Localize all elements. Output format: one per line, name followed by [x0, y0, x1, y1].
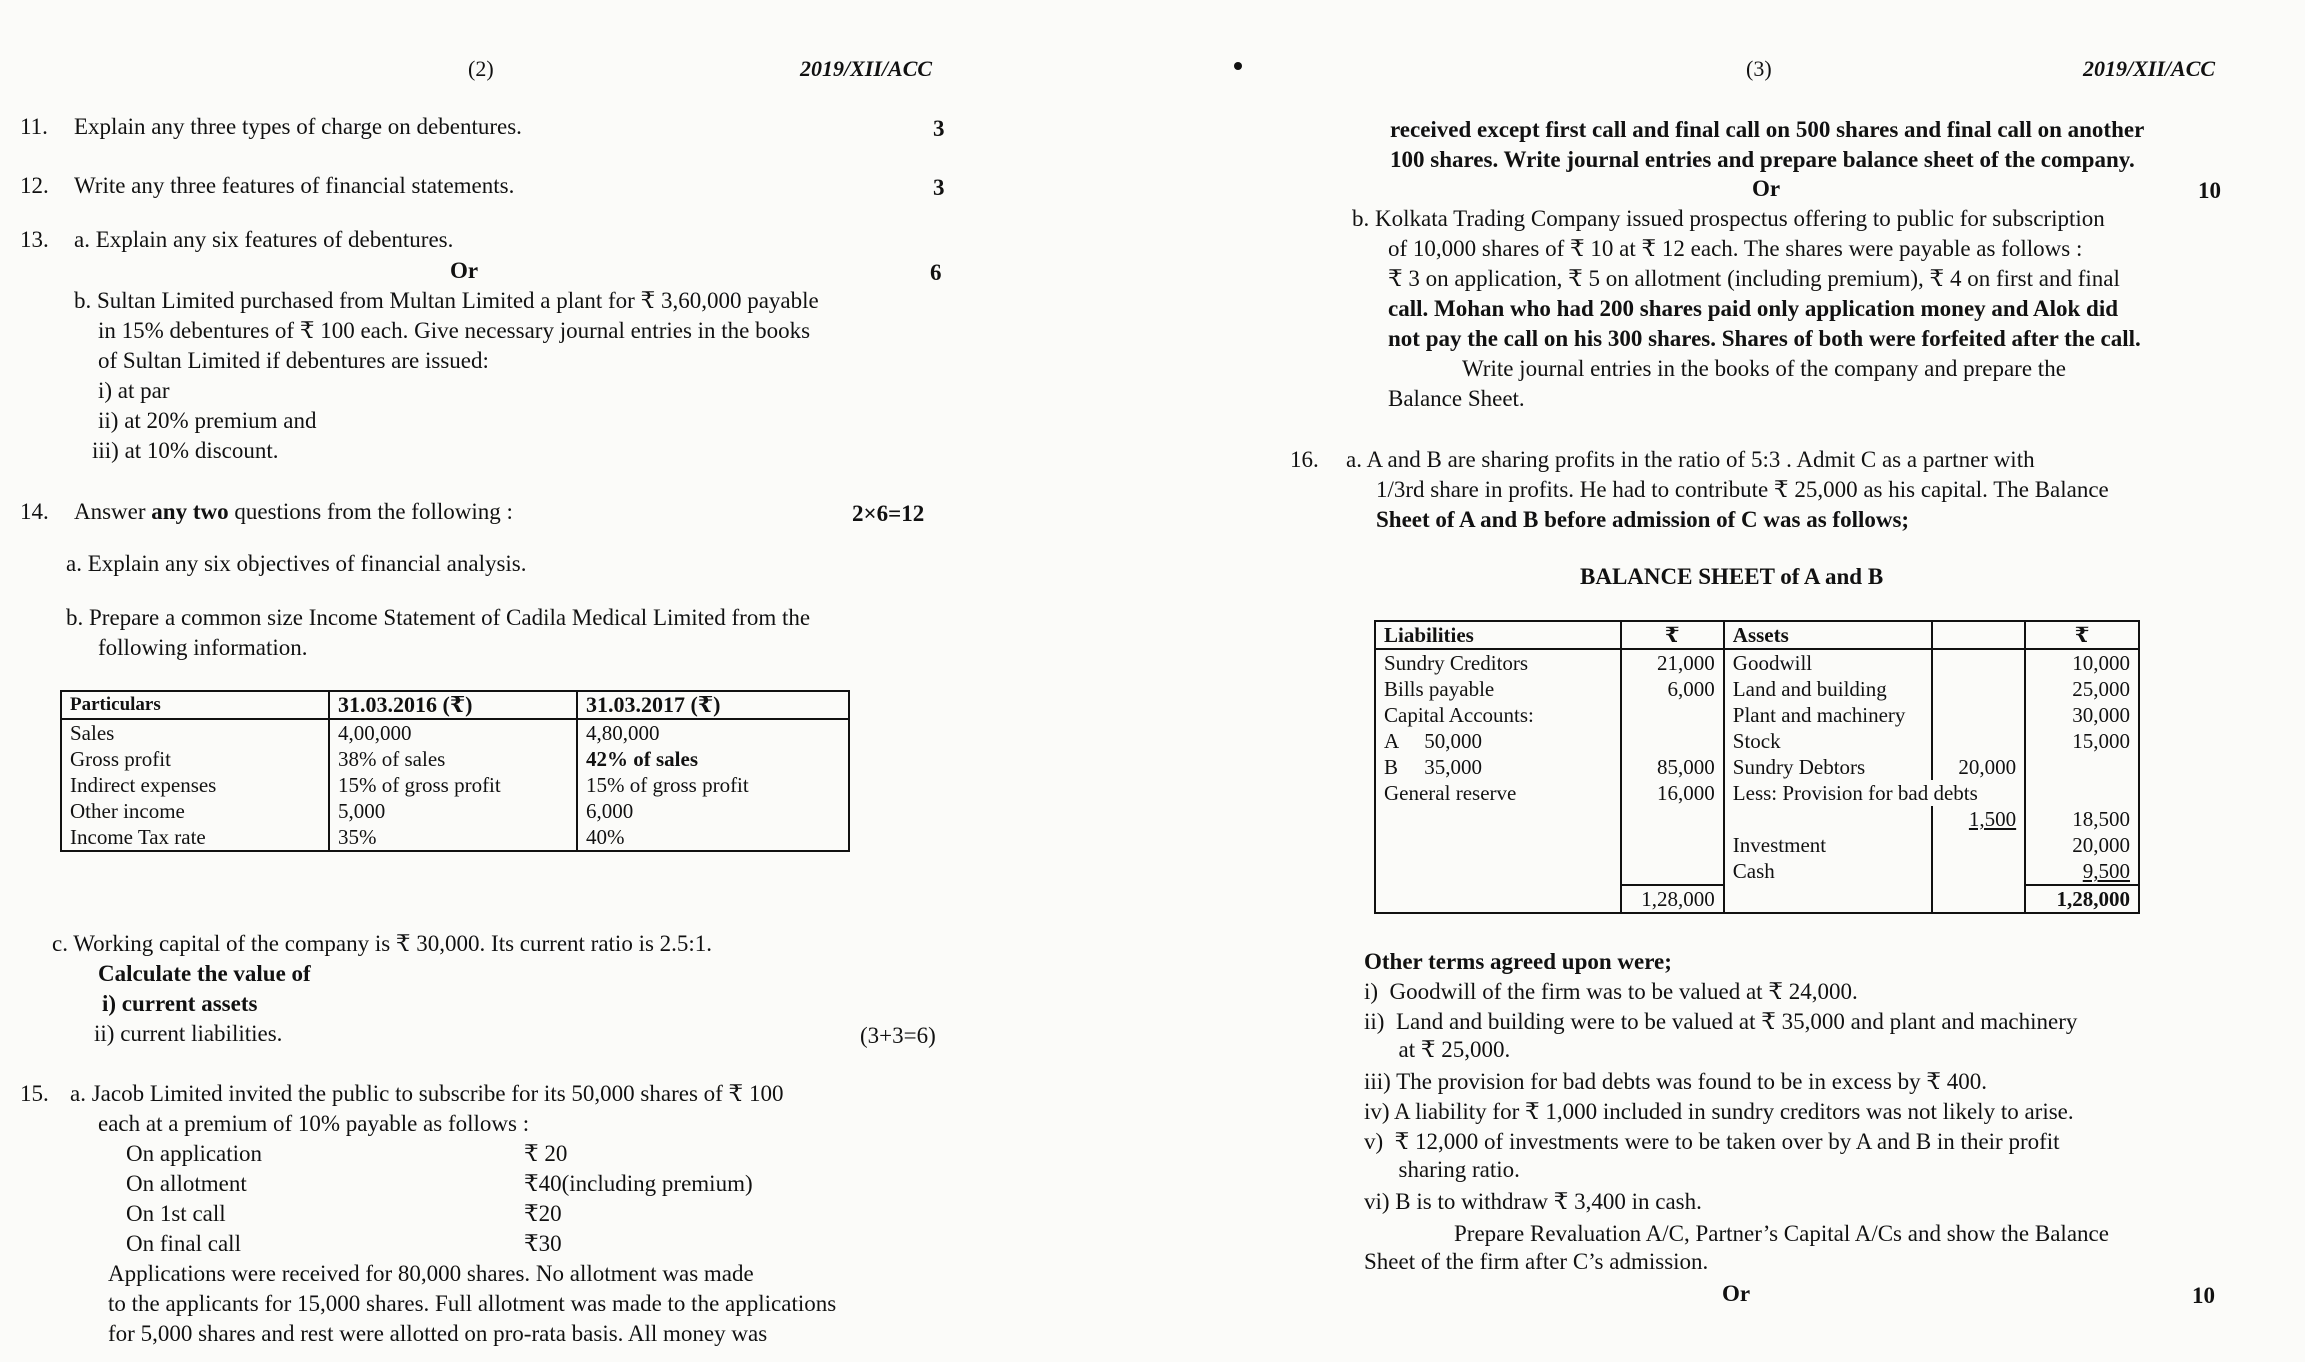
term-item: ii) Land and building were to be valued at ₹ 35,000 and plant and machinery	[1364, 1009, 2078, 1034]
q16-line: a. A and B are sharing profits in the ratio of 5:3 . Admit C as a partner with	[1346, 447, 2035, 472]
term-item: v) ₹ 12,000 of investments were to be taken over by A and B in their profit	[1364, 1129, 2060, 1154]
terms-title: Other terms agreed upon were;	[1364, 949, 1672, 974]
q15-marks: 10	[2198, 178, 2221, 203]
page-number: (3)	[1746, 56, 1772, 81]
q14-c-line: ii) current liabilities.	[94, 1021, 283, 1046]
schedule-label: On final call	[126, 1231, 241, 1256]
q13-number: 13.	[20, 227, 49, 252]
table-row: A 50,000 Stock 15,000	[1375, 728, 2139, 754]
q15b-line: Balance Sheet.	[1388, 386, 1525, 411]
schedule-amount: ₹40(including premium)	[524, 1171, 753, 1196]
q13-b-line: iii) at 10% discount.	[92, 438, 279, 463]
page-dot	[1234, 62, 1242, 70]
q14-b-line: b. Prepare a common size Income Statement of Cadila Medical Limited from the	[66, 605, 811, 630]
q15-line: each at a premium of 10% payable as follows :	[98, 1111, 530, 1136]
schedule-amount: ₹ 20	[524, 1141, 568, 1166]
term-item: vi) B is to withdraw ₹ 3,400 in cash.	[1364, 1189, 1702, 1214]
right-page	[1290, 0, 2305, 1362]
q15-number: 15.	[20, 1081, 49, 1106]
q15b-line: b. Kolkata Trading Company issued prospectus offering to public for subscription	[1352, 206, 2105, 231]
term-item: at ₹ 25,000.	[1364, 1037, 1511, 1062]
term-item: i) Goodwill of the firm was to be valued at ₹ 24,000.	[1364, 979, 1858, 1004]
q11-marks: 3	[933, 116, 945, 141]
q14-marks: 2×6=12	[852, 501, 925, 526]
q13-b-line: of Sultan Limited if debentures are issued:	[98, 348, 489, 373]
q11-text: Explain any three types of charge on debentures.	[74, 114, 522, 139]
q14-c-line: Calculate the value of	[98, 961, 311, 986]
q16-instruction: Prepare Revaluation A/C, Partner’s Capital A/Cs and show the Balance	[1454, 1221, 2109, 1246]
q13-b-line: in 15% debentures of ₹ 100 each. Give necessary journal entries in the books	[98, 318, 811, 343]
or-separator: Or	[1722, 1281, 1751, 1306]
income-statement-table	[60, 690, 850, 852]
q12-marks: 3	[933, 175, 945, 200]
q12-number: 12.	[20, 173, 49, 198]
table-row: Capital Accounts: Plant and machinery 30,000	[1375, 702, 2139, 728]
schedule-amount: ₹20	[524, 1201, 562, 1226]
q13-b-line: i) at par	[98, 378, 170, 403]
or-separator: Or	[1752, 176, 1781, 201]
q14-b-line: following information.	[98, 635, 308, 660]
table-row: Investment 20,000	[1375, 832, 2139, 858]
schedule-label: On application	[126, 1141, 263, 1166]
table-row: Sales 4,00,000 4,80,000	[61, 719, 849, 746]
q16-marks: 10	[2192, 1283, 2215, 1308]
q13-b-line: ii) at 20% premium and	[98, 408, 317, 433]
table-row: Income Tax rate 35% 40%	[61, 824, 849, 851]
schedule-label: On allotment	[126, 1171, 247, 1196]
q13-a: a. Explain any six features of debentures.	[74, 227, 454, 252]
q16-number: 16.	[1290, 447, 1319, 472]
q13-b-line: b. Sultan Limited purchased from Multan Limited a plant for ₹ 3,60,000 payable	[74, 288, 819, 313]
page-number: (2)	[468, 56, 494, 81]
table-total-row: 1,28,000 1,28,000	[1375, 885, 2139, 913]
paper-code: 2019/XII/ACC	[800, 56, 933, 81]
q15b-line: not pay the call on his 300 shares. Shares of both were forfeited after the call.	[1388, 326, 2141, 351]
q13-marks: 6	[930, 260, 942, 285]
table-row: 1,500 18,500	[1375, 806, 2139, 832]
table-row: Cash 9,500	[1375, 858, 2139, 885]
q15b-line: of 10,000 shares of ₹ 10 at ₹ 12 each. The shares were payable as follows :	[1388, 236, 2083, 261]
q14-c-line: c. Working capital of the company is ₹ 30,000. Its current ratio is 2.5:1.	[52, 931, 713, 956]
q15-tail: for 5,000 shares and rest were allotted on pro-rata basis. All money was	[108, 1321, 768, 1346]
table-row: Indirect expenses 15% of gross profit 15% of gross profit	[61, 772, 849, 798]
schedule-amount: ₹30	[524, 1231, 562, 1256]
balance-sheet-table	[1374, 620, 2140, 914]
q12-text: Write any three features of financial statements.	[74, 173, 515, 198]
q14-text: Answer any two questions from the following :	[74, 499, 513, 524]
q14-a: a. Explain any six objectives of financial analysis.	[66, 551, 527, 576]
q15b-line: call. Mohan who had 200 shares paid only application money and Alok did	[1388, 296, 2119, 321]
balance-sheet-title: BALANCE SHEET of A and B	[1580, 564, 1884, 589]
q15-tail: Applications were received for 80,000 shares. No allotment was made	[108, 1261, 754, 1286]
paper-code: 2019/XII/ACC	[2083, 56, 2216, 81]
q16-instruction: Sheet of the firm after C’s admission.	[1364, 1249, 1709, 1274]
table-row: Sundry Creditors 21,000 Goodwill 10,000	[1375, 649, 2139, 676]
table-header-row: Liabilities ₹ Assets ₹	[1375, 621, 2139, 649]
schedule-label: On 1st call	[126, 1201, 226, 1226]
table-row: General reserve 16,000 Less: Provision for bad debts	[1375, 780, 2139, 806]
table-row: Other income 5,000 6,000	[61, 798, 849, 824]
q16-line: Sheet of A and B before admission of C was as follows;	[1376, 507, 1910, 532]
q13-or: Or	[450, 258, 479, 283]
table-row: Gross profit 38% of sales 42% of sales	[61, 746, 849, 772]
q16-line: 1/3rd share in profits. He had to contribute ₹ 25,000 as his capital. The Balance	[1376, 477, 2109, 502]
q15-cont-line: received except first call and final call on 500 shares and final call on another	[1390, 117, 2145, 142]
term-item: iv) A liability for ₹ 1,000 included in sundry creditors was not likely to arise.	[1364, 1099, 2074, 1124]
table-row: Bills payable 6,000 Land and building 25,000	[1375, 676, 2139, 702]
table-row: B 35,000 85,000 Sundry Debtors 20,000	[1375, 754, 2139, 780]
q14-c-line: i) current assets	[102, 991, 258, 1016]
q15-tail: to the applicants for 15,000 shares. Full allotment was made to the applications	[108, 1291, 837, 1316]
q14-number: 14.	[20, 499, 49, 524]
q15-line: a. Jacob Limited invited the public to subscribe for its 50,000 shares of ₹ 100	[70, 1081, 784, 1106]
q11-number: 11.	[20, 114, 48, 139]
q15b-line: Write journal entries in the books of the company and prepare the	[1462, 356, 2066, 381]
q14-c-marks: (3+3=6)	[860, 1023, 936, 1048]
q15-cont-line: 100 shares. Write journal entries and prepare balance sheet of the company.	[1390, 147, 2135, 172]
term-item: iii) The provision for bad debts was found to be in excess by ₹ 400.	[1364, 1069, 1987, 1094]
q15b-line: ₹ 3 on application, ₹ 5 on allotment (including premium), ₹ 4 on first and final	[1388, 266, 2120, 291]
left-page	[0, 0, 960, 1362]
term-item: sharing ratio.	[1364, 1157, 1520, 1182]
table-header-row: Particulars 31.03.2016 (₹) 31.03.2017 (₹)	[61, 691, 849, 719]
